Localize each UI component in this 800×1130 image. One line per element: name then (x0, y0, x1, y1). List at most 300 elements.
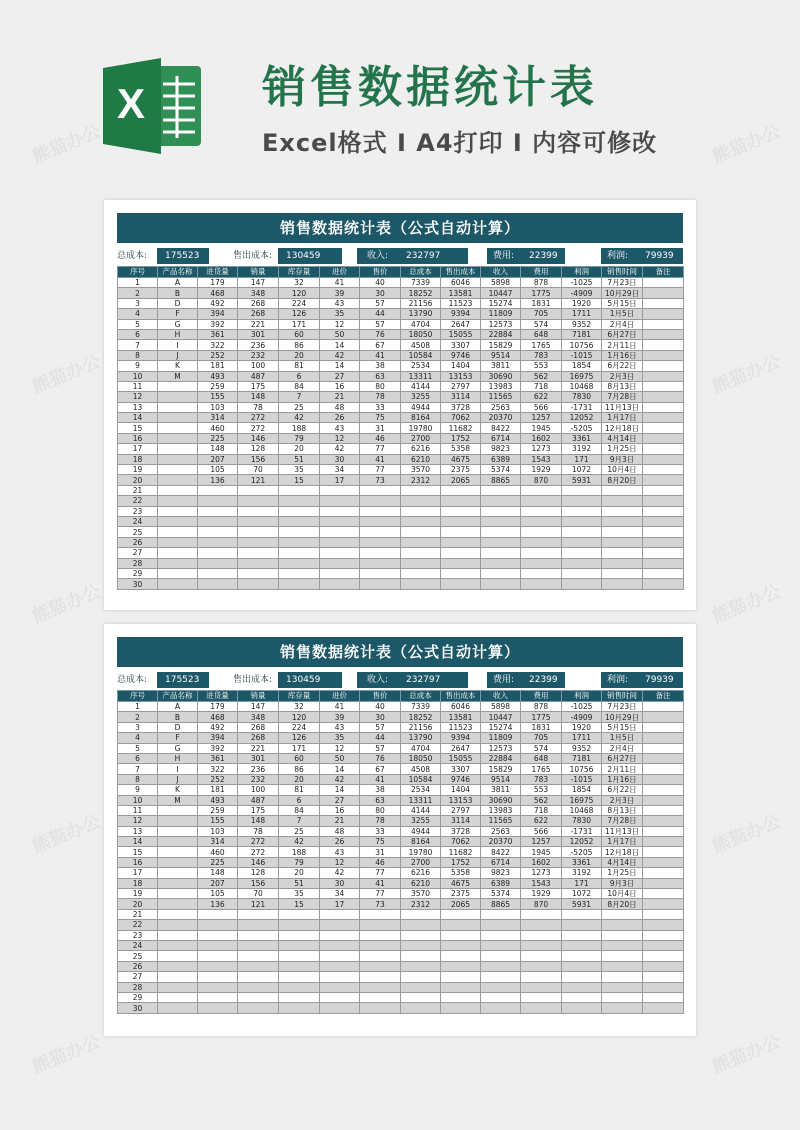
column-header: 备注 (643, 691, 684, 702)
table-cell: 5931 (562, 475, 602, 485)
table-row (118, 340, 684, 350)
table-cell (643, 278, 684, 288)
table-cell: 73 (360, 899, 401, 909)
table-cell: 878 (521, 702, 562, 712)
table-cell (481, 930, 521, 940)
table-cell: 15 (279, 899, 320, 909)
table-cell (198, 992, 238, 1002)
table-cell (643, 785, 684, 795)
table-cell: 86 (279, 764, 320, 774)
table-cell (521, 1003, 562, 1013)
table-cell: A (158, 702, 198, 712)
table-cell: 9352 (562, 743, 602, 753)
column-header: 售价 (360, 267, 401, 278)
table-cell (279, 992, 320, 1002)
table-cell: -5205 (562, 847, 602, 857)
table-cell: 1854 (562, 361, 602, 371)
table-cell (643, 527, 684, 537)
table-cell (158, 805, 198, 815)
table-cell (320, 485, 360, 495)
table-cell (238, 558, 279, 568)
sold-cost-label: 售出成本: (233, 251, 273, 261)
table-cell (643, 496, 684, 506)
column-header: 费用 (521, 691, 562, 702)
table-cell: 1711 (562, 733, 602, 743)
table-cell (158, 961, 198, 971)
table-cell: 11809 (481, 733, 521, 743)
table-cell (401, 558, 441, 568)
table-cell: 7 (118, 764, 158, 774)
table-cell: 3570 (401, 465, 441, 475)
table-cell (279, 920, 320, 930)
total-cost-label: 总成本: (117, 251, 148, 261)
table-cell: 7 (279, 816, 320, 826)
table-cell: 8865 (481, 475, 521, 485)
table-cell: 3728 (441, 826, 481, 836)
table-cell (158, 826, 198, 836)
table-cell: 1765 (521, 764, 562, 774)
table-cell (158, 1003, 198, 1013)
expense-value: 22399 (521, 672, 565, 688)
table-cell: 30 (118, 1003, 158, 1013)
column-header: 产品名称 (158, 691, 198, 702)
table-cell: 7 (279, 392, 320, 402)
table-cell (279, 1003, 320, 1013)
table-row (118, 485, 684, 495)
table-cell: 43 (320, 722, 360, 732)
table-cell (198, 940, 238, 950)
table-cell (643, 992, 684, 1002)
table-cell (643, 392, 684, 402)
table-cell (279, 951, 320, 961)
table-cell (481, 537, 521, 547)
table-cell (643, 413, 684, 423)
table-cell (602, 496, 643, 506)
table-cell: 86 (279, 340, 320, 350)
table-cell (602, 930, 643, 940)
table-cell (643, 309, 684, 319)
table-cell: 4944 (401, 826, 441, 836)
table-cell (158, 930, 198, 940)
table-cell (401, 548, 441, 558)
table-cell (643, 568, 684, 578)
table-cell (198, 909, 238, 919)
table-row (118, 433, 684, 443)
table-cell: 10584 (401, 774, 441, 784)
table-cell: 35 (279, 465, 320, 475)
column-header: 总成本 (401, 267, 441, 278)
table-cell: 78 (360, 816, 401, 826)
table-cell (320, 961, 360, 971)
table-cell: 10 (118, 795, 158, 805)
table-cell: 40 (360, 702, 401, 712)
table-cell (562, 485, 602, 495)
table-cell: 34 (320, 889, 360, 899)
table-row (118, 568, 684, 578)
table-cell: 175 (238, 805, 279, 815)
table-row (118, 475, 684, 485)
table-cell: 870 (521, 899, 562, 909)
table-cell: 2534 (401, 785, 441, 795)
table-cell: -1731 (562, 402, 602, 412)
table-cell: 77 (360, 465, 401, 475)
table-cell: 7月23日 (602, 278, 643, 288)
column-header: 库存量 (279, 691, 320, 702)
table-cell (158, 992, 198, 1002)
table-cell (401, 992, 441, 1002)
table-cell: 7830 (562, 816, 602, 826)
table-cell: 1月25日 (602, 444, 643, 454)
table-cell: 75 (360, 837, 401, 847)
column-header: 销量 (238, 691, 279, 702)
table-row (118, 371, 684, 381)
table-cell: 70 (238, 465, 279, 475)
profit-value: 79939 (637, 248, 683, 264)
income-value: 232797 (398, 672, 468, 688)
table-cell: 8422 (481, 847, 521, 857)
table-cell: 80 (360, 381, 401, 391)
table-cell: 32 (279, 278, 320, 288)
table-row (118, 982, 684, 992)
table-cell (320, 579, 360, 589)
table-cell: 361 (198, 329, 238, 339)
table-cell: 4944 (401, 402, 441, 412)
table-cell (562, 506, 602, 516)
table-cell (238, 982, 279, 992)
table-cell: 574 (521, 319, 562, 329)
table-row (118, 753, 684, 763)
column-header: 利润 (562, 267, 602, 278)
table-cell: 19 (118, 465, 158, 475)
table-cell: 41 (360, 774, 401, 784)
table-cell (441, 930, 481, 940)
table-cell: 11682 (441, 847, 481, 857)
table-cell: 574 (521, 743, 562, 753)
table-cell (198, 1003, 238, 1013)
column-header: 进价 (320, 691, 360, 702)
table-cell: 553 (521, 785, 562, 795)
watermark-text: 熊猫办公 (709, 811, 784, 858)
table-cell: 5898 (481, 278, 521, 288)
table-cell: 16 (320, 381, 360, 391)
table-cell: 1602 (521, 433, 562, 443)
table-cell: 3361 (562, 433, 602, 443)
table-cell: 4704 (401, 743, 441, 753)
table-cell: 6389 (481, 878, 521, 888)
table-cell (481, 558, 521, 568)
table-cell (238, 961, 279, 971)
table-cell (401, 568, 441, 578)
summary-bar (117, 248, 683, 266)
table-cell: 301 (238, 753, 279, 763)
table-cell (238, 972, 279, 982)
table-cell: 12月18日 (602, 423, 643, 433)
table-cell (643, 961, 684, 971)
table-cell: 188 (279, 847, 320, 857)
table-cell: 2月11日 (602, 764, 643, 774)
table-row (118, 785, 684, 795)
table-cell: 30690 (481, 795, 521, 805)
table-cell (279, 496, 320, 506)
table-cell: -4909 (562, 712, 602, 722)
table-cell: 3 (118, 298, 158, 308)
table-cell: 9746 (441, 774, 481, 784)
table-cell (238, 940, 279, 950)
table-cell: 120 (279, 288, 320, 298)
table-cell: 81 (279, 361, 320, 371)
table-cell (279, 940, 320, 950)
table-cell: 6 (279, 371, 320, 381)
table-cell (198, 527, 238, 537)
table-cell: M (158, 371, 198, 381)
table-cell: 105 (198, 465, 238, 475)
table-cell: 22 (118, 496, 158, 506)
table-row (118, 712, 684, 722)
table-cell: 718 (521, 805, 562, 815)
table-cell (158, 837, 198, 847)
table-cell: 25 (279, 826, 320, 836)
table-cell (401, 516, 441, 526)
table-cell (562, 982, 602, 992)
table-cell: -1025 (562, 702, 602, 712)
table-cell: 40 (360, 278, 401, 288)
table-cell (238, 920, 279, 930)
table-cell (643, 340, 684, 350)
table-cell (643, 857, 684, 867)
table-cell (521, 930, 562, 940)
table-cell: 207 (198, 454, 238, 464)
table-cell (158, 454, 198, 464)
table-cell: 18 (118, 454, 158, 464)
table-cell: 76 (360, 753, 401, 763)
sales-table (117, 690, 684, 1014)
table-cell (158, 558, 198, 568)
table-cell: 10584 (401, 350, 441, 360)
table-cell: 27 (118, 972, 158, 982)
table-cell: 648 (521, 753, 562, 763)
table-cell: 126 (279, 733, 320, 743)
table-cell: 15829 (481, 764, 521, 774)
table-cell: 322 (198, 340, 238, 350)
table-cell (643, 444, 684, 454)
table-cell: 4144 (401, 805, 441, 815)
table-cell: M (158, 795, 198, 805)
table-cell: 1945 (521, 423, 562, 433)
table-cell (320, 920, 360, 930)
table-cell: 16 (118, 433, 158, 443)
column-header: 进货量 (198, 267, 238, 278)
table-cell: 5898 (481, 702, 521, 712)
table-cell (562, 930, 602, 940)
table-cell: 314 (198, 837, 238, 847)
table-cell: 2375 (441, 465, 481, 475)
table-cell: 553 (521, 361, 562, 371)
table-cell: 4704 (401, 319, 441, 329)
table-cell: 566 (521, 402, 562, 412)
table-cell: -1731 (562, 826, 602, 836)
table-cell: 41 (360, 350, 401, 360)
table-cell: I (158, 764, 198, 774)
table-cell (238, 909, 279, 919)
table-cell: 3114 (441, 392, 481, 402)
table-cell (441, 558, 481, 568)
table-cell: 301 (238, 329, 279, 339)
table-cell (562, 527, 602, 537)
table-cell: K (158, 785, 198, 795)
sheet-title: 销售数据统计表（公式自动计算） (117, 213, 683, 243)
table-cell: 20 (279, 774, 320, 784)
table-cell: 60 (279, 753, 320, 763)
table-row (118, 868, 684, 878)
table-cell: -1015 (562, 350, 602, 360)
table-cell: 225 (198, 857, 238, 867)
table-cell (198, 548, 238, 558)
table-cell: 29 (118, 992, 158, 1002)
table-row (118, 558, 684, 568)
table-cell: 3255 (401, 392, 441, 402)
table-cell: 42 (279, 413, 320, 423)
table-cell (481, 972, 521, 982)
table-cell (238, 548, 279, 558)
table-row (118, 516, 684, 526)
table-cell: 181 (198, 361, 238, 371)
table-cell: 6月22日 (602, 785, 643, 795)
table-cell (198, 516, 238, 526)
table-cell (441, 961, 481, 971)
table-cell: 41 (320, 702, 360, 712)
table-cell (320, 940, 360, 950)
column-header: 费用 (521, 267, 562, 278)
table-cell: 80 (360, 805, 401, 815)
table-cell: 38 (360, 361, 401, 371)
table-cell: 136 (198, 899, 238, 909)
table-cell: 493 (198, 795, 238, 805)
table-cell (238, 527, 279, 537)
table-cell (643, 982, 684, 992)
table-cell (360, 972, 401, 982)
table-cell: 783 (521, 774, 562, 784)
watermark-text: 熊猫办公 (709, 581, 784, 628)
table-cell (602, 940, 643, 950)
table-cell (320, 558, 360, 568)
table-cell (279, 527, 320, 537)
table-cell: 1404 (441, 785, 481, 795)
table-cell: 13311 (401, 371, 441, 381)
table-cell (562, 568, 602, 578)
table-cell: 78 (238, 826, 279, 836)
column-header: 销量 (238, 267, 279, 278)
table-cell (562, 516, 602, 526)
table-cell: 487 (238, 371, 279, 381)
table-cell (643, 826, 684, 836)
table-cell: -4909 (562, 288, 602, 298)
table-cell: 17 (320, 899, 360, 909)
table-cell (320, 930, 360, 940)
sheet-title: 销售数据统计表（公式自动计算） (117, 637, 683, 667)
table-cell (360, 961, 401, 971)
table-cell: 14 (320, 764, 360, 774)
table-cell: 16975 (562, 371, 602, 381)
table-cell (401, 579, 441, 589)
table-cell (279, 909, 320, 919)
table-cell (401, 961, 441, 971)
table-cell: 15055 (441, 753, 481, 763)
table-cell (481, 485, 521, 495)
table-cell (401, 909, 441, 919)
table-cell: 1月17日 (602, 837, 643, 847)
table-cell: 6216 (401, 444, 441, 454)
table-cell: 5月15日 (602, 298, 643, 308)
table-cell: 1月16日 (602, 774, 643, 784)
table-cell: 252 (198, 774, 238, 784)
table-cell: 11682 (441, 423, 481, 433)
table-cell (602, 951, 643, 961)
table-cell (643, 774, 684, 784)
table-cell: 8月13日 (602, 805, 643, 815)
table-cell: 1072 (562, 465, 602, 475)
table-cell (643, 329, 684, 339)
table-cell: 11月13日 (602, 826, 643, 836)
table-cell (441, 992, 481, 1002)
table-cell (602, 548, 643, 558)
table-row (118, 857, 684, 867)
logo-letter: X (117, 80, 146, 127)
table-cell (441, 496, 481, 506)
table-cell: 4675 (441, 878, 481, 888)
table-row (118, 537, 684, 547)
table-cell (401, 1003, 441, 1013)
table-cell: 8 (118, 350, 158, 360)
table-cell (238, 1003, 279, 1013)
table-cell: 7月28日 (602, 392, 643, 402)
table-cell (481, 506, 521, 516)
table-cell (643, 878, 684, 888)
table-cell (562, 951, 602, 961)
table-cell: 34 (320, 465, 360, 475)
table-cell (320, 506, 360, 516)
table-cell: 3192 (562, 444, 602, 454)
table-cell: 10 (118, 371, 158, 381)
table-cell (481, 516, 521, 526)
table-cell: 35 (320, 733, 360, 743)
table-cell: 348 (238, 712, 279, 722)
table-row (118, 278, 684, 288)
table-cell (521, 972, 562, 982)
column-header: 产品名称 (158, 267, 198, 278)
table-cell (562, 909, 602, 919)
table-cell (643, 402, 684, 412)
table-cell: 28 (118, 982, 158, 992)
table-cell: 1 (118, 278, 158, 288)
table-cell: 5358 (441, 868, 481, 878)
table-cell: 2563 (481, 826, 521, 836)
table-cell (562, 548, 602, 558)
table-cell: 11 (118, 381, 158, 391)
total-cost-value: 175523 (157, 248, 209, 264)
table-cell: 268 (238, 733, 279, 743)
table-cell: 272 (238, 847, 279, 857)
table-cell: 67 (360, 764, 401, 774)
table-cell (602, 1003, 643, 1013)
table-cell: 2647 (441, 319, 481, 329)
table-row (118, 940, 684, 950)
table-row (118, 920, 684, 930)
sheet-preview-1 (104, 200, 696, 610)
table-cell: 148 (198, 868, 238, 878)
table-cell (360, 485, 401, 495)
table-cell (158, 413, 198, 423)
table-cell (360, 951, 401, 961)
